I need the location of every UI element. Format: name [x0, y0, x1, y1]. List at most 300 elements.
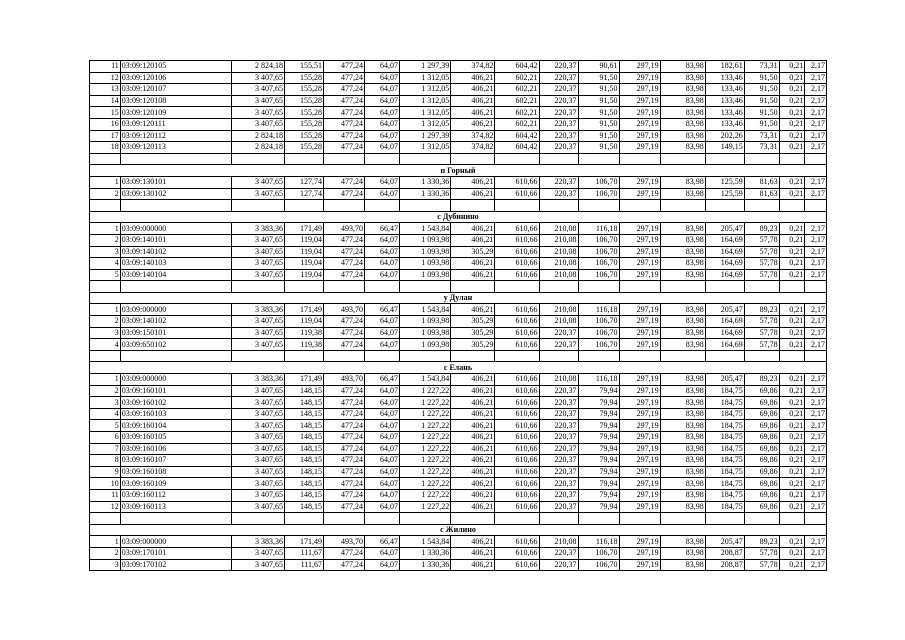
value-cell: 210,08 [539, 258, 578, 270]
empty-cell [805, 513, 827, 525]
value-cell: 81,63 [744, 188, 779, 200]
value-cell: 2,17 [805, 478, 827, 490]
empty-cell [744, 200, 779, 212]
value-cell: 297,19 [619, 478, 660, 490]
value-cell: 1 227,22 [399, 489, 450, 501]
cadastral-code-cell: 03:09:120112 [120, 130, 231, 142]
empty-cell [324, 281, 365, 293]
value-cell: 57,78 [744, 547, 779, 559]
cadastral-code-cell: 03:09:160112 [120, 489, 231, 501]
value-cell: 106,70 [578, 339, 619, 351]
cadastral-code-cell: 03:09:140104 [120, 269, 231, 281]
value-cell: 610,66 [495, 304, 539, 316]
value-cell: 184,75 [705, 408, 744, 420]
empty-cell [805, 200, 827, 212]
value-cell: 220,37 [539, 420, 578, 432]
row-number-cell: 14 [90, 95, 121, 107]
value-cell: 83,98 [660, 432, 705, 444]
empty-cell [578, 281, 619, 293]
value-cell: 2,17 [805, 130, 827, 142]
value-cell: 3 407,65 [231, 466, 284, 478]
row-number-cell: 7 [90, 443, 121, 455]
separator-row [90, 350, 827, 362]
value-cell: 3 407,65 [231, 269, 284, 281]
value-cell: 208,87 [705, 547, 744, 559]
value-cell: 297,19 [619, 304, 660, 316]
value-cell: 0,21 [779, 443, 805, 455]
value-cell: 610,66 [495, 501, 539, 513]
empty-cell [120, 350, 231, 362]
value-cell: 406,21 [451, 397, 495, 409]
empty-cell [365, 153, 400, 165]
value-cell: 79,94 [578, 443, 619, 455]
value-cell: 205,47 [705, 536, 744, 548]
value-cell: 374,82 [451, 130, 495, 142]
value-cell: 3 407,65 [231, 118, 284, 130]
value-cell: 0,21 [779, 84, 805, 96]
cadastral-code-cell: 03:09:120108 [120, 95, 231, 107]
empty-cell [120, 513, 231, 525]
value-cell: 477,24 [324, 397, 365, 409]
value-cell: 406,21 [451, 478, 495, 490]
value-cell: 477,24 [324, 316, 365, 328]
value-cell: 604,42 [495, 142, 539, 154]
value-cell: 610,66 [495, 408, 539, 420]
value-cell: 477,24 [324, 142, 365, 154]
value-cell: 2,17 [805, 501, 827, 513]
value-cell: 91,50 [578, 142, 619, 154]
value-cell: 220,37 [539, 489, 578, 501]
value-cell: 0,21 [779, 246, 805, 258]
value-cell: 64,07 [365, 432, 400, 444]
value-cell: 406,21 [451, 559, 495, 571]
row-number-cell: 18 [90, 142, 121, 154]
value-cell: 610,66 [495, 547, 539, 559]
value-cell: 148,15 [285, 397, 324, 409]
value-cell: 2,17 [805, 432, 827, 444]
value-cell: 91,50 [578, 72, 619, 84]
value-cell: 83,98 [660, 246, 705, 258]
value-cell: 83,98 [660, 95, 705, 107]
value-cell: 610,66 [495, 432, 539, 444]
value-cell: 477,24 [324, 61, 365, 73]
value-cell: 66,47 [365, 536, 400, 548]
value-cell: 3 407,65 [231, 385, 284, 397]
value-cell: 610,66 [495, 489, 539, 501]
value-cell: 202,26 [705, 130, 744, 142]
value-cell: 119,04 [285, 258, 324, 270]
value-cell: 0,21 [779, 269, 805, 281]
value-cell: 406,21 [451, 455, 495, 467]
row-number-cell: 8 [90, 455, 121, 467]
value-cell: 297,19 [619, 118, 660, 130]
value-cell: 2,17 [805, 72, 827, 84]
cadastral-code-cell: 03:09:000000 [120, 536, 231, 548]
value-cell: 210,08 [539, 304, 578, 316]
value-cell: 3 407,65 [231, 559, 284, 571]
value-cell: 297,19 [619, 84, 660, 96]
value-cell: 2,17 [805, 397, 827, 409]
value-cell: 297,19 [619, 107, 660, 119]
value-cell: 111,67 [285, 547, 324, 559]
table-row [90, 61, 827, 73]
value-cell: 184,75 [705, 466, 744, 478]
value-cell: 477,24 [324, 246, 365, 258]
value-cell: 64,07 [365, 559, 400, 571]
value-cell: 610,66 [495, 246, 539, 258]
empty-cell [805, 281, 827, 293]
value-cell: 2,17 [805, 246, 827, 258]
empty-cell [285, 200, 324, 212]
empty-cell [231, 350, 284, 362]
value-cell: 164,69 [705, 316, 744, 328]
value-cell: 0,21 [779, 478, 805, 490]
row-number-cell: 1 [90, 374, 121, 386]
value-cell: 3 407,65 [231, 246, 284, 258]
cadastral-code-cell: 03:09:170101 [120, 547, 231, 559]
value-cell: 64,07 [365, 455, 400, 467]
value-cell: 610,66 [495, 385, 539, 397]
value-cell: 1 093,98 [399, 339, 450, 351]
value-cell: 0,21 [779, 408, 805, 420]
table-row [90, 176, 827, 188]
value-cell: 493,70 [324, 223, 365, 235]
value-cell: 66,47 [365, 304, 400, 316]
value-cell: 0,21 [779, 118, 805, 130]
value-cell: 610,66 [495, 455, 539, 467]
empty-cell [779, 513, 805, 525]
value-cell: 477,24 [324, 130, 365, 142]
empty-cell [779, 281, 805, 293]
value-cell: 406,21 [451, 489, 495, 501]
value-cell: 148,15 [285, 489, 324, 501]
value-cell: 91,50 [578, 130, 619, 142]
value-cell: 0,21 [779, 223, 805, 235]
row-number-cell: 3 [90, 559, 121, 571]
value-cell: 0,21 [779, 176, 805, 188]
empty-cell [90, 153, 121, 165]
value-cell: 2,17 [805, 455, 827, 467]
value-cell: 155,28 [285, 95, 324, 107]
value-cell: 69,86 [744, 466, 779, 478]
table-row [90, 316, 827, 328]
value-cell: 610,66 [495, 397, 539, 409]
value-cell: 119,04 [285, 269, 324, 281]
row-number-cell: 11 [90, 489, 121, 501]
value-cell: 406,21 [451, 234, 495, 246]
empty-cell [660, 281, 705, 293]
value-cell: 220,37 [539, 443, 578, 455]
value-cell: 64,07 [365, 118, 400, 130]
empty-cell [705, 350, 744, 362]
value-cell: 3 407,65 [231, 176, 284, 188]
value-cell: 2,17 [805, 408, 827, 420]
value-cell: 64,07 [365, 397, 400, 409]
value-cell: 297,19 [619, 72, 660, 84]
table-row [90, 118, 827, 130]
value-cell: 0,21 [779, 559, 805, 571]
value-cell: 477,24 [324, 84, 365, 96]
empty-cell [744, 350, 779, 362]
empty-cell [705, 281, 744, 293]
value-cell: 602,21 [495, 107, 539, 119]
value-cell: 2,17 [805, 234, 827, 246]
value-cell: 297,19 [619, 327, 660, 339]
value-cell: 220,37 [539, 455, 578, 467]
table-row [90, 420, 827, 432]
value-cell: 3 383,36 [231, 536, 284, 548]
value-cell: 477,24 [324, 107, 365, 119]
value-cell: 205,47 [705, 223, 744, 235]
value-cell: 3 407,65 [231, 72, 284, 84]
cadastral-code-cell: 03:09:160101 [120, 385, 231, 397]
value-cell: 3 407,65 [231, 501, 284, 513]
value-cell: 602,21 [495, 118, 539, 130]
value-cell: 610,66 [495, 316, 539, 328]
value-cell: 1 093,98 [399, 234, 450, 246]
value-cell: 106,70 [578, 269, 619, 281]
value-cell: 1 330,36 [399, 188, 450, 200]
value-cell: 477,24 [324, 466, 365, 478]
cadastral-code-cell: 03:09:120111 [120, 118, 231, 130]
value-cell: 297,19 [619, 536, 660, 548]
value-cell: 106,70 [578, 316, 619, 328]
table-row [90, 478, 827, 490]
empty-cell [231, 153, 284, 165]
empty-cell [324, 350, 365, 362]
value-cell: 64,07 [365, 316, 400, 328]
value-cell: 79,94 [578, 501, 619, 513]
value-cell: 1 227,22 [399, 478, 450, 490]
value-cell: 0,21 [779, 95, 805, 107]
empty-cell [120, 200, 231, 212]
value-cell: 610,66 [495, 269, 539, 281]
empty-cell [231, 513, 284, 525]
table-row [90, 142, 827, 154]
value-cell: 406,21 [451, 269, 495, 281]
value-cell: 69,86 [744, 432, 779, 444]
value-cell: 297,19 [619, 374, 660, 386]
value-cell: 1 093,98 [399, 316, 450, 328]
value-cell: 0,21 [779, 397, 805, 409]
value-cell: 3 407,65 [231, 455, 284, 467]
separator-row [90, 281, 827, 293]
value-cell: 119,04 [285, 316, 324, 328]
value-cell: 1 093,98 [399, 269, 450, 281]
cadastral-code-cell: 03:09:130101 [120, 176, 231, 188]
value-cell: 0,21 [779, 339, 805, 351]
row-number-cell: 1 [90, 304, 121, 316]
data-table [89, 60, 827, 571]
value-cell: 2,17 [805, 316, 827, 328]
value-cell: 83,98 [660, 443, 705, 455]
value-cell: 57,78 [744, 258, 779, 270]
value-cell: 610,66 [495, 374, 539, 386]
value-cell: 83,98 [660, 176, 705, 188]
value-cell: 0,21 [779, 466, 805, 478]
value-cell: 297,19 [619, 269, 660, 281]
table-row [90, 72, 827, 84]
value-cell: 91,50 [578, 95, 619, 107]
value-cell: 493,70 [324, 374, 365, 386]
cadastral-code-cell: 03:09:120107 [120, 84, 231, 96]
value-cell: 83,98 [660, 72, 705, 84]
value-cell: 155,28 [285, 118, 324, 130]
row-number-cell: 3 [90, 246, 121, 258]
value-cell: 83,98 [660, 408, 705, 420]
row-number-cell: 15 [90, 107, 121, 119]
empty-cell [495, 200, 539, 212]
value-cell: 83,98 [660, 397, 705, 409]
value-cell: 2,17 [805, 327, 827, 339]
value-cell: 64,07 [365, 501, 400, 513]
value-cell: 406,21 [451, 547, 495, 559]
table-row [90, 130, 827, 142]
empty-cell [324, 200, 365, 212]
value-cell: 83,98 [660, 455, 705, 467]
value-cell: 83,98 [660, 130, 705, 142]
value-cell: 64,07 [365, 72, 400, 84]
value-cell: 297,19 [619, 188, 660, 200]
value-cell: 64,07 [365, 61, 400, 73]
value-cell: 0,21 [779, 327, 805, 339]
empty-cell [495, 350, 539, 362]
value-cell: 133,46 [705, 118, 744, 130]
value-cell: 83,98 [660, 84, 705, 96]
value-cell: 0,21 [779, 72, 805, 84]
row-number-cell: 2 [90, 188, 121, 200]
value-cell: 64,07 [365, 246, 400, 258]
value-cell: 3 407,65 [231, 327, 284, 339]
value-cell: 1 330,36 [399, 547, 450, 559]
value-cell: 83,98 [660, 466, 705, 478]
value-cell: 3 407,65 [231, 443, 284, 455]
value-cell: 477,24 [324, 489, 365, 501]
empty-cell [578, 200, 619, 212]
table-row [90, 397, 827, 409]
value-cell: 64,07 [365, 466, 400, 478]
empty-cell [660, 153, 705, 165]
value-cell: 2 824,18 [231, 130, 284, 142]
value-cell: 220,37 [539, 95, 578, 107]
value-cell: 133,46 [705, 72, 744, 84]
value-cell: 3 383,36 [231, 223, 284, 235]
value-cell: 149,15 [705, 142, 744, 154]
value-cell: 2,17 [805, 547, 827, 559]
value-cell: 297,19 [619, 455, 660, 467]
value-cell: 64,07 [365, 234, 400, 246]
value-cell: 493,70 [324, 304, 365, 316]
value-cell: 106,70 [578, 327, 619, 339]
empty-cell [399, 350, 450, 362]
table-row [90, 107, 827, 119]
section-title: п Горный [90, 165, 827, 177]
value-cell: 83,98 [660, 304, 705, 316]
cadastral-code-cell: 03:09:160106 [120, 443, 231, 455]
row-number-cell: 1 [90, 223, 121, 235]
row-number-cell: 12 [90, 501, 121, 513]
value-cell: 406,21 [451, 223, 495, 235]
value-cell: 406,21 [451, 118, 495, 130]
empty-cell [451, 281, 495, 293]
value-cell: 64,07 [365, 489, 400, 501]
value-cell: 148,15 [285, 420, 324, 432]
value-cell: 83,98 [660, 489, 705, 501]
value-cell: 116,18 [578, 536, 619, 548]
value-cell: 57,78 [744, 246, 779, 258]
value-cell: 0,21 [779, 61, 805, 73]
value-cell: 148,15 [285, 501, 324, 513]
value-cell: 106,70 [578, 188, 619, 200]
value-cell: 79,94 [578, 432, 619, 444]
empty-cell [539, 200, 578, 212]
value-cell: 220,37 [539, 118, 578, 130]
value-cell: 125,59 [705, 176, 744, 188]
value-cell: 210,08 [539, 234, 578, 246]
value-cell: 220,37 [539, 327, 578, 339]
separator-row [90, 153, 827, 165]
value-cell: 66,47 [365, 223, 400, 235]
value-cell: 64,07 [365, 176, 400, 188]
empty-cell [619, 350, 660, 362]
value-cell: 3 407,65 [231, 316, 284, 328]
value-cell: 210,08 [539, 269, 578, 281]
value-cell: 2,17 [805, 385, 827, 397]
empty-cell [619, 513, 660, 525]
empty-cell [90, 350, 121, 362]
value-cell: 3 407,65 [231, 234, 284, 246]
empty-cell [744, 153, 779, 165]
value-cell: 184,75 [705, 432, 744, 444]
value-cell: 297,19 [619, 246, 660, 258]
value-cell: 406,21 [451, 188, 495, 200]
value-cell: 91,50 [744, 95, 779, 107]
value-cell: 2,17 [805, 559, 827, 571]
value-cell: 297,19 [619, 547, 660, 559]
value-cell: 119,04 [285, 234, 324, 246]
cadastral-code-cell: 03:09:160107 [120, 455, 231, 467]
table-row [90, 223, 827, 235]
table-row [90, 408, 827, 420]
separator-row [90, 513, 827, 525]
value-cell: 3 383,36 [231, 304, 284, 316]
value-cell: 220,37 [539, 176, 578, 188]
empty-cell [285, 350, 324, 362]
value-cell: 406,21 [451, 84, 495, 96]
value-cell: 220,37 [539, 432, 578, 444]
table-row [90, 455, 827, 467]
empty-cell [324, 513, 365, 525]
value-cell: 155,28 [285, 107, 324, 119]
value-cell: 1 227,22 [399, 443, 450, 455]
value-cell: 2,17 [805, 374, 827, 386]
value-cell: 69,86 [744, 385, 779, 397]
value-cell: 297,19 [619, 559, 660, 571]
value-cell: 148,15 [285, 466, 324, 478]
value-cell: 57,78 [744, 559, 779, 571]
table-row [90, 339, 827, 351]
empty-cell [231, 200, 284, 212]
value-cell: 3 383,36 [231, 374, 284, 386]
value-cell: 83,98 [660, 385, 705, 397]
value-cell: 1 093,98 [399, 246, 450, 258]
section-title: с Елань [90, 362, 827, 374]
table-row [90, 246, 827, 258]
empty-cell [705, 200, 744, 212]
table-row [90, 95, 827, 107]
empty-cell [451, 350, 495, 362]
section-row [90, 362, 827, 374]
